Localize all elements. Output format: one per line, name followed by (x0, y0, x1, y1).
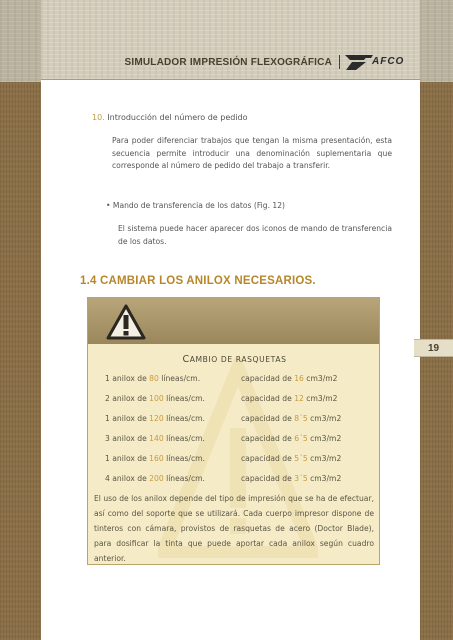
section-title: 1.4 CAMBIAR LOS ANILOX NECESARIOS. (80, 275, 316, 287)
table-row (105, 374, 375, 386)
bullet-paragraph: El sistema puede hacer aparecer dos iconos de mando de transferencia de los datos. (118, 224, 392, 246)
box-footer-text: El uso de los anilox depende del tipo de impresión que se ha de efectuar, así como del soporte que se utilizará. Cada cuerpo impresor dispone de tinteros con cámara, provistos de rasquetas de acero (Doctor Blade), para dosificar la tinta que puede aportar cada anilox según cuadro anterior. (94, 494, 374, 563)
table-row (105, 454, 375, 466)
header-separator (339, 55, 340, 69)
item-paragraph: Para poder diferenciar trabajos que tengan la misma presentación, esta secuencia permite introducir una denominación suplementaria que corresponde al número de pedido del trabajo a transferir. (112, 136, 392, 171)
row-anilox: 4 anilox de 200 líneas/cm. (105, 474, 205, 483)
row-capacity: capacidad de 6´5 cm3/m2 (241, 434, 342, 443)
box-title-cap: C (182, 354, 190, 365)
row-capacity: capacidad de 5´5 cm3/m2 (241, 454, 342, 463)
afco-logo-icon (344, 52, 374, 72)
row-capacity: capacidad de 3´5 cm3/m2 (241, 474, 342, 483)
item-title-text: Introducción del número de pedido (107, 113, 248, 122)
row-anilox: 3 anilox de 140 líneas/cm. (105, 434, 205, 443)
table-row (105, 394, 375, 406)
table-row (105, 414, 375, 426)
row-anilox: 1 anilox de 120 líneas/cm. (105, 414, 205, 423)
row-capacity: capacidad de 16 cm3/m2 (241, 374, 338, 383)
header-title: SIMULADOR IMPRESIÓN FLEXOGRÁFICA (124, 57, 332, 68)
row-anilox: 2 anilox de 100 líneas/cm. (105, 394, 205, 403)
box-title (88, 354, 380, 365)
table-row (105, 434, 375, 446)
item-number: 10. (92, 113, 105, 122)
row-anilox: 1 anilox de 80 líneas/cm. (105, 374, 201, 383)
table-row (105, 474, 375, 486)
box-banner (88, 298, 380, 344)
row-capacity: capacidad de 8´5 cm3/m2 (241, 414, 342, 423)
row-capacity: capacidad de 12 cm3/m2 (241, 394, 338, 403)
bullet-item: • Mando de transferencia de los datos (Fig. 12) (106, 201, 286, 210)
page-header (41, 0, 420, 80)
row-anilox: 1 anilox de 160 líneas/cm. (105, 454, 205, 463)
box-title-rest: AMBIO DE RASQUETAS (189, 355, 287, 364)
page-number: 19 (414, 339, 453, 357)
item-heading (92, 113, 248, 122)
logo-text: AFCO (372, 56, 405, 67)
info-box (87, 297, 380, 565)
afco-logo (344, 52, 412, 72)
warning-triangle-icon (106, 304, 146, 340)
